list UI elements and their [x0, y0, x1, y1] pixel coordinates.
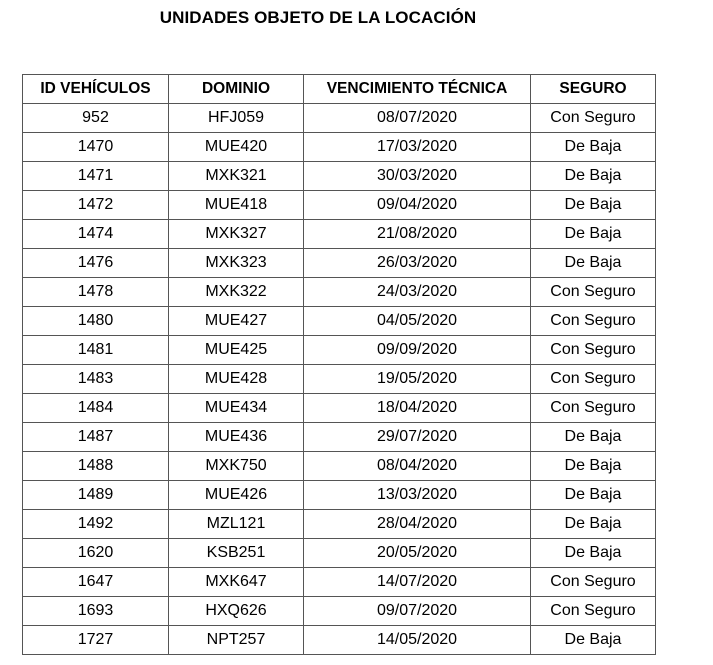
header-dominio: DOMINIO — [169, 75, 304, 104]
table-row — [23, 423, 656, 452]
cell-seguro: Con Seguro — [531, 336, 656, 365]
cell-seguro: De Baja — [531, 162, 656, 191]
cell-dominio: MZL121 — [169, 510, 304, 539]
table-row — [23, 220, 656, 249]
cell-seguro: Con Seguro — [531, 394, 656, 423]
table-row — [23, 191, 656, 220]
cell-vencimiento-tecnica: 04/05/2020 — [304, 307, 531, 336]
cell-id-vehiculo: 1492 — [23, 510, 169, 539]
table-row — [23, 626, 656, 655]
cell-vencimiento-tecnica: 08/07/2020 — [304, 104, 531, 133]
cell-id-vehiculo: 1487 — [23, 423, 169, 452]
table-row — [23, 510, 656, 539]
cell-seguro: De Baja — [531, 220, 656, 249]
cell-dominio: MXK321 — [169, 162, 304, 191]
table-row — [23, 249, 656, 278]
cell-seguro: De Baja — [531, 249, 656, 278]
cell-dominio: KSB251 — [169, 539, 304, 568]
cell-dominio: MXK647 — [169, 568, 304, 597]
cell-id-vehiculo: 1470 — [23, 133, 169, 162]
cell-dominio: MUE418 — [169, 191, 304, 220]
cell-vencimiento-tecnica: 09/07/2020 — [304, 597, 531, 626]
cell-vencimiento-tecnica: 21/08/2020 — [304, 220, 531, 249]
cell-seguro: Con Seguro — [531, 597, 656, 626]
cell-seguro: Con Seguro — [531, 104, 656, 133]
cell-dominio: MUE420 — [169, 133, 304, 162]
cell-vencimiento-tecnica: 29/07/2020 — [304, 423, 531, 452]
cell-dominio: NPT257 — [169, 626, 304, 655]
table-row — [23, 278, 656, 307]
cell-dominio: MUE426 — [169, 481, 304, 510]
document-title: UNIDADES OBJETO DE LA LOCACIÓN — [159, 8, 477, 27]
cell-id-vehiculo: 1481 — [23, 336, 169, 365]
cell-vencimiento-tecnica: 18/04/2020 — [304, 394, 531, 423]
cell-dominio: MXK750 — [169, 452, 304, 481]
table-body — [23, 104, 656, 655]
cell-id-vehiculo: 1483 — [23, 365, 169, 394]
cell-vencimiento-tecnica: 30/03/2020 — [304, 162, 531, 191]
cell-id-vehiculo: 1693 — [23, 597, 169, 626]
cell-dominio: MUE427 — [169, 307, 304, 336]
cell-dominio: MUE425 — [169, 336, 304, 365]
cell-vencimiento-tecnica: 19/05/2020 — [304, 365, 531, 394]
cell-id-vehiculo: 1476 — [23, 249, 169, 278]
cell-seguro: De Baja — [531, 452, 656, 481]
cell-id-vehiculo: 1488 — [23, 452, 169, 481]
cell-seguro: De Baja — [531, 481, 656, 510]
cell-dominio: MUE434 — [169, 394, 304, 423]
cell-dominio: MUE436 — [169, 423, 304, 452]
cell-id-vehiculo: 1484 — [23, 394, 169, 423]
cell-seguro: De Baja — [531, 539, 656, 568]
cell-seguro: Con Seguro — [531, 365, 656, 394]
cell-vencimiento-tecnica: 17/03/2020 — [304, 133, 531, 162]
cell-vencimiento-tecnica: 08/04/2020 — [304, 452, 531, 481]
cell-seguro: Con Seguro — [531, 278, 656, 307]
cell-dominio: HFJ059 — [169, 104, 304, 133]
table-row — [23, 539, 656, 568]
cell-seguro: Con Seguro — [531, 568, 656, 597]
cell-seguro: Con Seguro — [531, 307, 656, 336]
cell-id-vehiculo: 1471 — [23, 162, 169, 191]
cell-vencimiento-tecnica: 14/07/2020 — [304, 568, 531, 597]
table-row — [23, 394, 656, 423]
cell-id-vehiculo: 1480 — [23, 307, 169, 336]
table-row — [23, 133, 656, 162]
header-id-vehiculos: ID VEHÍCULOS — [23, 75, 169, 104]
cell-id-vehiculo: 1727 — [23, 626, 169, 655]
cell-id-vehiculo: 1620 — [23, 539, 169, 568]
header-vencimiento-tecnica: VENCIMIENTO TÉCNICA — [304, 75, 531, 104]
table-row — [23, 336, 656, 365]
table-row — [23, 452, 656, 481]
cell-vencimiento-tecnica: 09/09/2020 — [304, 336, 531, 365]
units-table — [22, 74, 656, 655]
table-row — [23, 104, 656, 133]
table-row — [23, 481, 656, 510]
cell-dominio: HXQ626 — [169, 597, 304, 626]
table-row — [23, 597, 656, 626]
cell-vencimiento-tecnica: 13/03/2020 — [304, 481, 531, 510]
cell-vencimiento-tecnica: 24/03/2020 — [304, 278, 531, 307]
table-row — [23, 162, 656, 191]
cell-seguro: De Baja — [531, 510, 656, 539]
table-row — [23, 568, 656, 597]
cell-seguro: De Baja — [531, 133, 656, 162]
cell-seguro: De Baja — [531, 626, 656, 655]
cell-id-vehiculo: 952 — [23, 104, 169, 133]
cell-vencimiento-tecnica: 14/05/2020 — [304, 626, 531, 655]
table-header-row — [23, 75, 656, 104]
cell-dominio: MXK322 — [169, 278, 304, 307]
table-row — [23, 365, 656, 394]
cell-vencimiento-tecnica: 20/05/2020 — [304, 539, 531, 568]
cell-id-vehiculo: 1478 — [23, 278, 169, 307]
cell-id-vehiculo: 1474 — [23, 220, 169, 249]
cell-dominio: MXK323 — [169, 249, 304, 278]
cell-vencimiento-tecnica: 09/04/2020 — [304, 191, 531, 220]
cell-id-vehiculo: 1472 — [23, 191, 169, 220]
cell-dominio: MXK327 — [169, 220, 304, 249]
cell-id-vehiculo: 1489 — [23, 481, 169, 510]
table-row — [23, 307, 656, 336]
cell-dominio: MUE428 — [169, 365, 304, 394]
cell-seguro: De Baja — [531, 191, 656, 220]
cell-vencimiento-tecnica: 28/04/2020 — [304, 510, 531, 539]
cell-id-vehiculo: 1647 — [23, 568, 169, 597]
cell-seguro: De Baja — [531, 423, 656, 452]
cell-vencimiento-tecnica: 26/03/2020 — [304, 249, 531, 278]
header-seguro: SEGURO — [531, 75, 656, 104]
